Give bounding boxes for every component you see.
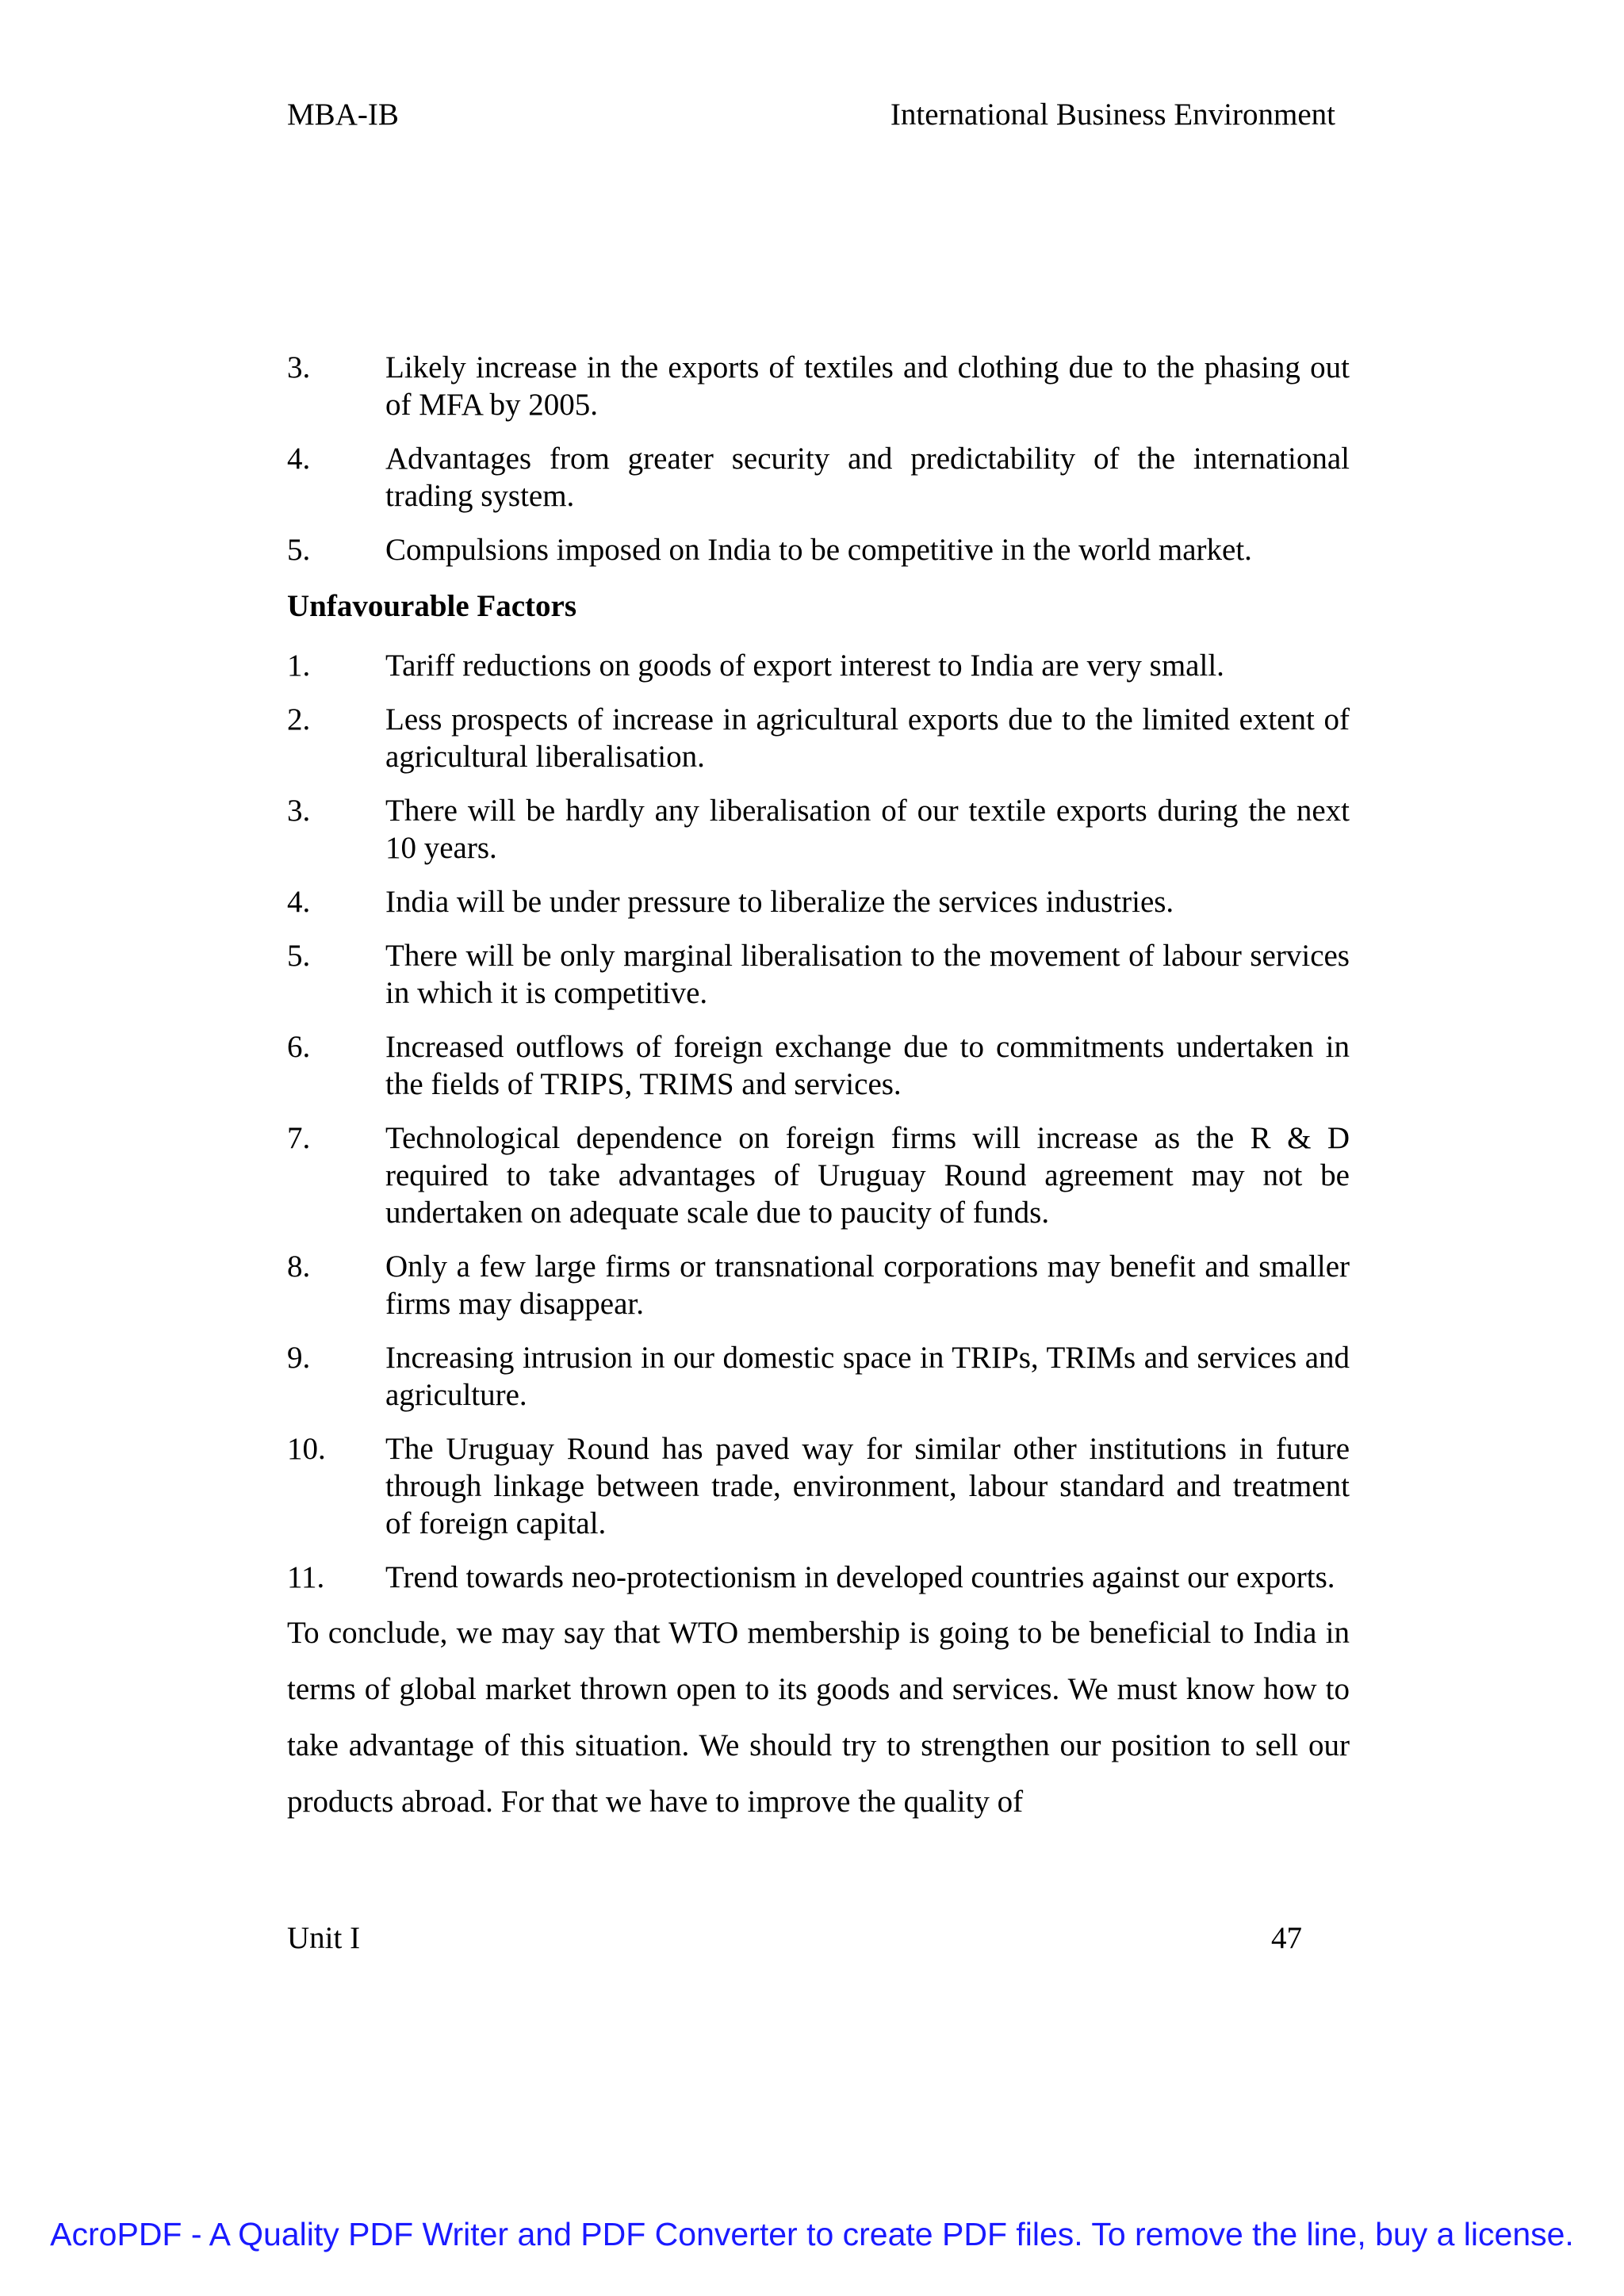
list-item-text: The Uruguay Round has paved way for similar other institutions in future through linkage between trade, environment, labour standard and treatment of foreign capital.: [385, 1432, 1350, 1540]
list-item-number: 4.: [287, 885, 311, 919]
list-item: [287, 937, 1350, 1012]
list-item: [287, 1119, 1350, 1231]
list-item-number: 6.: [287, 1030, 311, 1064]
list-item-number: 10.: [287, 1432, 326, 1466]
list-item: [287, 1028, 1350, 1103]
list-item-text: Less prospects of increase in agricultural exports due to the limited extent of agricultural liberalisation.: [385, 702, 1350, 774]
page-body: [287, 349, 1350, 1861]
page-header: [287, 97, 1335, 136]
list-item-number: 3.: [287, 794, 311, 828]
favourable-list: [287, 349, 1350, 568]
list-item: [287, 1339, 1350, 1414]
footer-unit: Unit I: [287, 1921, 361, 1955]
conclusion-paragraph: To conclude, we may say that WTO membership is going to be beneficial to India in terms of global market thrown open to its goods and services. We must know how to take advantage of this situation. We should try to strengthen our position to sell our products abroad. For that we have to improve the quality of: [287, 1616, 1350, 1819]
list-item: [287, 1248, 1350, 1322]
page-number: 47: [1271, 1921, 1302, 1955]
section-heading: Unfavourable Factors: [287, 589, 577, 623]
list-item-number: 11.: [287, 1560, 325, 1594]
list-item-number: 8.: [287, 1249, 311, 1284]
list-item: [287, 883, 1350, 920]
list-item: [287, 440, 1350, 515]
list-item: [287, 1430, 1350, 1542]
list-item-text: Increased outflows of foreign exchange due to commitments undertaken in the fields of TRIPS, TRIMS and services.: [385, 1030, 1350, 1101]
list-item-text: There will be hardly any liberalisation of our textile exports during the next 10 years.: [385, 794, 1350, 865]
list-item-text: Advantages from greater security and predictability of the international trading system.: [385, 442, 1350, 513]
list-item-number: 2.: [287, 702, 311, 737]
list-item: [287, 1559, 1350, 1596]
list-item-text: Likely increase in the exports of textiles and clothing due to the phasing out of MFA by 2005.: [385, 350, 1350, 422]
list-item-text: Increasing intrusion in our domestic space in TRIPs, TRIMs and services and agriculture.: [385, 1341, 1350, 1412]
list-item-text: Only a few large firms or transnational corporations may benefit and smaller firms may disappear.: [385, 1249, 1350, 1321]
list-item-text: Technological dependence on foreign firms will increase as the R & D required to take advantages of Uruguay Round agreement may not be undertaken on adequate scale due to paucity of funds.: [385, 1121, 1350, 1230]
list-item-number: 4.: [287, 442, 311, 476]
list-item-text: Compulsions imposed on India to be competitive in the world market.: [385, 533, 1252, 567]
list-item-number: 3.: [287, 350, 311, 385]
list-item-number: 9.: [287, 1341, 311, 1375]
list-item: [287, 792, 1350, 867]
list-item-number: 1.: [287, 649, 311, 683]
list-item-text: India will be under pressure to liberalize the services industries.: [385, 885, 1174, 919]
page-footer: [287, 1920, 1302, 1960]
list-item: [287, 701, 1350, 775]
watermark-banner: AcroPDF - A Quality PDF Writer and PDF Converter to create PDF files. To remove the line, buy a license.: [50, 2216, 1574, 2252]
list-item: [287, 531, 1350, 568]
list-item-number: 7.: [287, 1121, 311, 1155]
unfavourable-list: [287, 647, 1350, 1596]
list-item: [287, 647, 1350, 684]
list-item-text: There will be only marginal liberalisation to the movement of labour services in which it is competitive.: [385, 939, 1350, 1010]
header-subject: International Business Environment: [890, 98, 1335, 132]
list-item-text: Tariff reductions on goods of export interest to India are very small.: [385, 649, 1224, 683]
header-course: MBA-IB: [287, 98, 399, 132]
list-item: [287, 349, 1350, 423]
list-item-number: 5.: [287, 939, 311, 973]
list-item-number: 5.: [287, 533, 311, 567]
list-item-text: Trend towards neo-protectionism in developed countries against our exports.: [385, 1560, 1335, 1594]
